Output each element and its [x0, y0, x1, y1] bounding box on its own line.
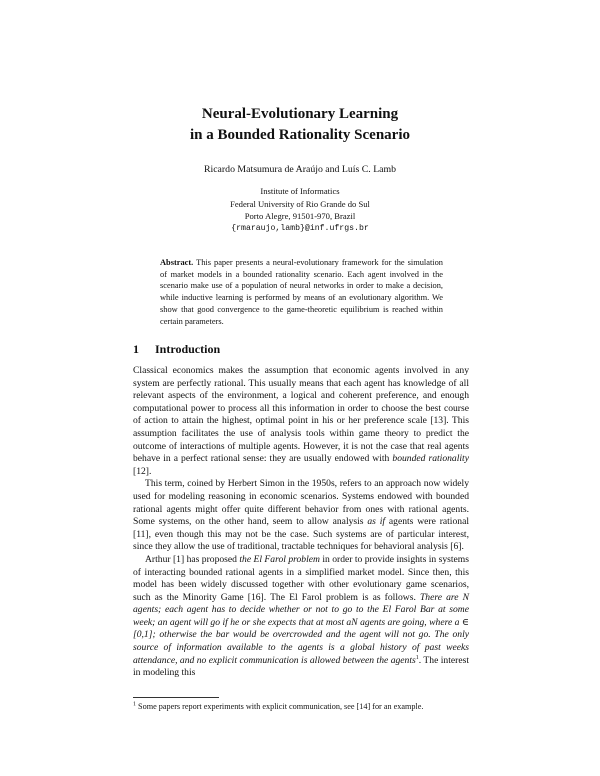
title-line-2: in a Bounded Rationality Scenario	[189, 127, 411, 143]
paragraph-3-emphasis-2: There are N agents; each agent has to decide whether or not to go to the El Farol Bar at some week; an agent will go if he or she expects that at most aN agents are going, where a ∈ [0,1]; otherwise the bar would be overcrowded and the agent will not go. The only source of information available to the agents is a global history of past weeks attendance, and no explicit communication is allowed between the agents	[133, 591, 469, 666]
footnote-marker: 1	[415, 654, 419, 661]
paragraph-1-emphasis: bounded rationality	[392, 453, 469, 465]
email-address: {rmaraujo,lamb}@inf.ufrgs.br	[231, 223, 369, 233]
section-heading	[133, 342, 220, 357]
section-title: Introduction	[155, 342, 221, 356]
footnote-number: 1	[133, 701, 136, 708]
section-body	[133, 365, 469, 680]
paragraph-3-text-b: in order to provide insights in systems of interacting bounded rational agents in a simplified market model. Since then, this model has been widely discussed together with other evolutionary game scenarios, such as the Minority Game [16]. The El Farol problem is as follows.	[133, 553, 469, 603]
footnote-text: Some papers report experiments with explicit communication, see [14] for an example.	[136, 702, 424, 711]
paragraph-3-text-a: Arthur [1] has proposed	[145, 553, 240, 565]
footnote	[133, 701, 469, 712]
author-list: Ricardo Matsumura de Araújo and Luís C. Lamb	[203, 164, 397, 175]
paragraph-3-emphasis-1: the El Farol problem	[239, 553, 320, 565]
paragraph-1-text: Classical economics makes the assumption that economic agents involved in any system are perfectly rational. This usually means that each agent has knowledge of all relevant aspects of the environment, a logical and coherent preference, and enough computational power to process all this information in order to choose the best course of action to attain the highest, optimal point in his or her preference scale [13]. This assumption facilitates the use of analysis tools within game theory to predict the outcome of interactions of multiple agents. However, it is not the case that real agents behave in a perfect rational sense: they are usually endowed with	[133, 365, 469, 465]
paragraph-3	[133, 554, 469, 680]
paper-title	[0, 104, 600, 146]
section-number: 1	[133, 342, 139, 356]
paragraph-2-emphasis: as if	[367, 516, 386, 528]
paragraph-2	[133, 478, 469, 554]
paragraph-1-end: [12].	[133, 465, 152, 477]
postal-address: Porto Alegre, 91501-970, Brazil	[244, 211, 356, 221]
abstract-label: Abstract.	[160, 258, 194, 267]
title-line-1: Neural-Evolutionary Learning	[201, 106, 399, 122]
institute-name: Institute of Informatics	[260, 186, 340, 196]
abstract-text: This paper presents a neural-evolutionary framework for the simulation of market models in a bounded rationality scenario. Each agent involved in the scenario make use of a population of neural networks in order to make a decision, while inductive learning is performed by means of an evolutionary algorithm. We show that good convergence to the game-theoretic equilibrium is reached within certain parameters.	[160, 258, 443, 326]
university-name: Federal University of Rio Grande do Sul	[230, 198, 370, 209]
paragraph-2-text-b: agents were rational [11], even though this may not be the case. Such systems are of particular interest, since they allow the use of traditional, tractable techniques for behavioral analysis [6].	[133, 516, 469, 553]
affiliation-block	[0, 185, 600, 235]
abstract	[160, 257, 443, 327]
paragraph-2-text-a: This term, coined by Herbert Simon in the 1950s, refers to an approach now widely used for modeling reasoning in economic scenarios. Systems endowed with bounded rational agents might offer quite different behavior from ones with rational agents. Some systems, on the other hand, seem to allow analysis	[133, 478, 469, 528]
paragraph-3-text-c: . The interest in modeling this	[133, 654, 469, 679]
paragraph-1	[133, 365, 469, 478]
footnote-divider	[133, 697, 219, 698]
